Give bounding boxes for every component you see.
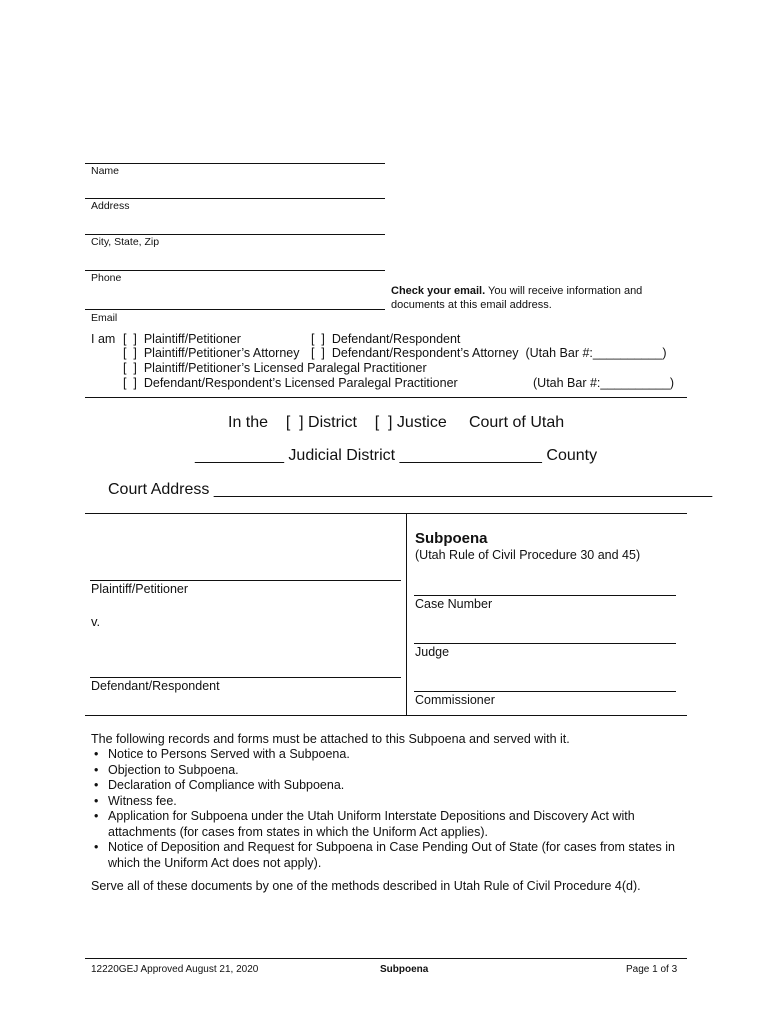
plaintiff-attorney-checkbox[interactable]: [ ] Plaintiff/Petitioner’s Attorney [123,346,300,360]
name-label: Name [91,165,120,177]
footer-title: Subpoena [380,964,429,975]
attachment-list [84,747,684,871]
footer-divider [85,958,687,959]
city-state-zip-label: City, State, Zip [91,236,160,248]
list-item: • Notice of Deposition and Request for Subpoena in Case Pending Out of State (for cases from states in which the Uniform Act does not apply). [84,840,684,871]
court-type-line[interactable]: In the [ ] District [ ] Justice Court of Utah [228,414,565,431]
defendant-checkbox[interactable]: [ ] Defendant/Respondent [311,332,461,346]
subpoena-subtitle: (Utah Rule of Civil Procedure 30 and 45) [415,548,641,562]
phone-line[interactable] [85,270,385,271]
list-item: • Application for Subpoena under the Utah Uniform Interstate Depositions and Discovery Act with attachments (for cases from states in which the Uniform Act applies). [84,809,684,840]
court-address-line[interactable]: Court Address ________________________________________________________ [108,481,713,498]
serve-instructions: Serve all of these documents by one of the methods described in Utah Rule of Civil Procedure 4(d). [91,879,641,893]
list-item: • Notice to Persons Served with a Subpoena. [84,747,684,763]
commissioner-line[interactable] [414,691,676,692]
form-id: 12220GEJ Approved August 21, 2020 [91,964,259,975]
page-number: Page 1 of 3 [626,964,678,975]
check-email-bold: Check your email. [391,285,486,297]
email-label: Email [91,312,118,324]
case-number-label: Case Number [415,597,493,611]
judge-line[interactable] [414,643,676,644]
plaintiff-line[interactable] [90,580,401,581]
defendant-line[interactable] [90,677,401,678]
address-line[interactable] [85,198,385,199]
caption-top-border [85,513,687,514]
defendant-paralegal-checkbox[interactable]: [ ] Defendant/Respondent’s Licensed Paralegal Practitioner [123,376,458,390]
judge-label: Judge [415,645,450,659]
plaintiff-label: Plaintiff/Petitioner [91,582,189,596]
caption-bottom-border [85,715,687,716]
address-label: Address [91,200,130,212]
case-number-line[interactable] [414,595,676,596]
instructions-intro: The following records and forms must be attached to this Subpoena and served with it. [91,732,570,746]
i-am-label: I am [91,332,116,346]
check-email-line2: documents at this email address. [391,299,552,311]
plaintiff-checkbox[interactable]: [ ] Plaintiff/Petitioner [123,332,241,346]
check-email-note [391,284,681,312]
check-email-rest: You will receive information and [485,285,643,297]
role-divider [85,397,687,398]
plaintiff-paralegal-checkbox[interactable]: [ ] Plaintiff/Petitioner’s Licensed Paralegal Practitioner [123,361,427,375]
commissioner-label: Commissioner [415,693,495,707]
district-county-line[interactable]: __________ Judicial District ________________ County [195,447,598,464]
defendant-label: Defendant/Respondent [91,679,220,693]
caption-divider [406,513,407,715]
list-item: • Declaration of Compliance with Subpoena. [84,778,684,794]
subpoena-title: Subpoena [415,530,488,547]
versus-label: v. [91,614,101,629]
email-line[interactable] [85,309,385,310]
defendant-attorney-checkbox[interactable]: [ ] Defendant/Respondent’s Attorney (Utah Bar #:__________) [311,346,667,360]
list-item: • Objection to Subpoena. [84,763,684,779]
utah-bar-field[interactable]: (Utah Bar #:__________) [533,376,675,390]
list-item: • Witness fee. [84,794,684,810]
phone-label: Phone [91,272,122,284]
name-line[interactable] [85,163,385,164]
city-state-zip-line[interactable] [85,234,385,235]
